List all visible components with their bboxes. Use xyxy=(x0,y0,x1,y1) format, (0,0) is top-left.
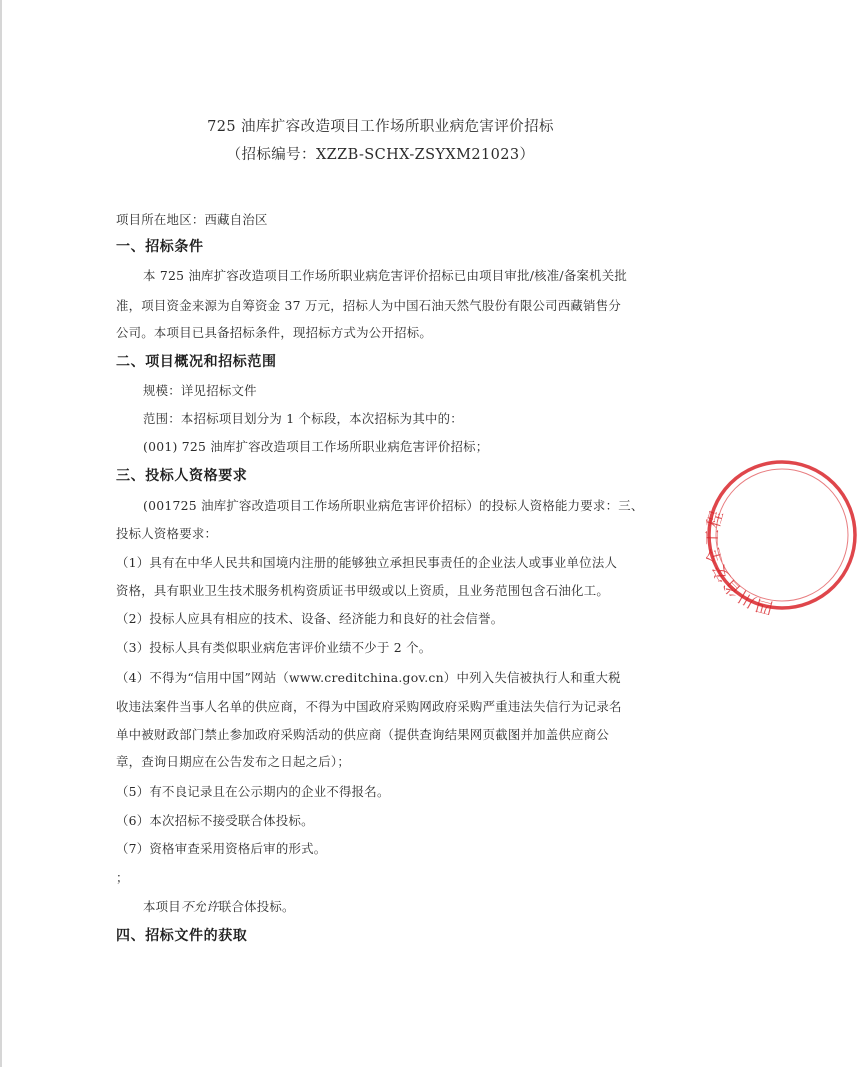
document-title: 725 油库扩容改造项目工作场所职业病危害评价招标 xyxy=(207,119,554,135)
section-heading-3: 三、投标人资格要求 xyxy=(116,468,248,484)
paragraph-line: (001725 油库扩容改造项目工作场所职业病危害评价招标）的投标人资格能力要求：三、 xyxy=(143,498,644,513)
paragraph-line: （6）本次招标不接受联合体投标。 xyxy=(116,813,314,828)
paragraph-line: 准，项目资金来源为自筹资金 37 万元，招标人为中国石油天然气股份有限公司西藏销售分 xyxy=(116,298,621,313)
paragraph-line: 本 725 油库扩容改造项目工作场所职业病危害评价招标已由项目审批/核准/备案机关批 xyxy=(143,268,628,283)
paragraph-line: 规模：详见招标文件 xyxy=(143,383,257,398)
seal-text: 四川省安全工程 xyxy=(702,508,776,615)
paragraph-line: 投标人资格要求： xyxy=(116,526,218,541)
paragraph-line: 章，查询日期应在公告发布之日起之后）； xyxy=(116,754,350,769)
red-seal-stamp xyxy=(702,455,862,615)
paragraph-line: （3）投标人具有类似职业病危害评价业绩不少于 2 个。 xyxy=(116,640,432,655)
section-heading-4: 四、招标文件的获取 xyxy=(116,928,248,944)
tender-number: （招标编号：XZZB-SCHX-ZSYXM21023） xyxy=(226,147,535,163)
joint-bid-suffix: 联合体投标。 xyxy=(218,899,295,914)
paragraph-line: (001) 725 油库扩容改造项目工作场所职业病危害评价招标； xyxy=(143,439,489,454)
paragraph-line: （2）投标人应具有相应的技术、设备、经济能力和良好的社会信誉。 xyxy=(116,611,504,626)
section-heading-2: 二、项目概况和招标范围 xyxy=(116,354,277,370)
project-location: 项目所在地区：西藏自治区 xyxy=(116,212,268,227)
paragraph-line: （1）具有在中华人民共和国境内注册的能够独立承担民事责任的企业法人或事业单位法人 xyxy=(116,555,618,570)
joint-bid-note xyxy=(143,899,295,915)
paragraph-line: 资格，具有职业卫生技术服务机构资质证书甲级或以上资质，且业务范围包含石油化工。 xyxy=(116,583,609,598)
paragraph-line: 收违法案件当事人名单的供应商，不得为中国政府采购网政府采购严重违法失信行为记录名 xyxy=(116,699,622,714)
section-heading-1: 一、招标条件 xyxy=(116,239,204,255)
paragraph-line: 单中被财政部门禁止参加政府采购活动的供应商（提供查询结果网页截图并加盖供应商公 xyxy=(116,727,609,742)
joint-bid-not-allowed: 不允许 xyxy=(180,899,219,914)
paragraph-line: 范围：本招标项目划分为 1 个标段，本次招标为其中的： xyxy=(143,411,463,426)
paragraph-line: 公司。本项目已具备招标条件，现招标方式为公开招标。 xyxy=(116,325,433,340)
paragraph-line: （4）不得为“信用中国”网站（www.creditchina.gov.cn）中列入失信被执行人和重大税 xyxy=(116,670,621,685)
joint-bid-prefix: 本项目 xyxy=(143,899,181,914)
paragraph-line: （5）有不良记录且在公示期内的企业不得报名。 xyxy=(116,784,390,799)
paragraph-line: （7）资格审查采用资格后审的形式。 xyxy=(116,841,327,856)
paragraph-line: ； xyxy=(116,870,129,885)
